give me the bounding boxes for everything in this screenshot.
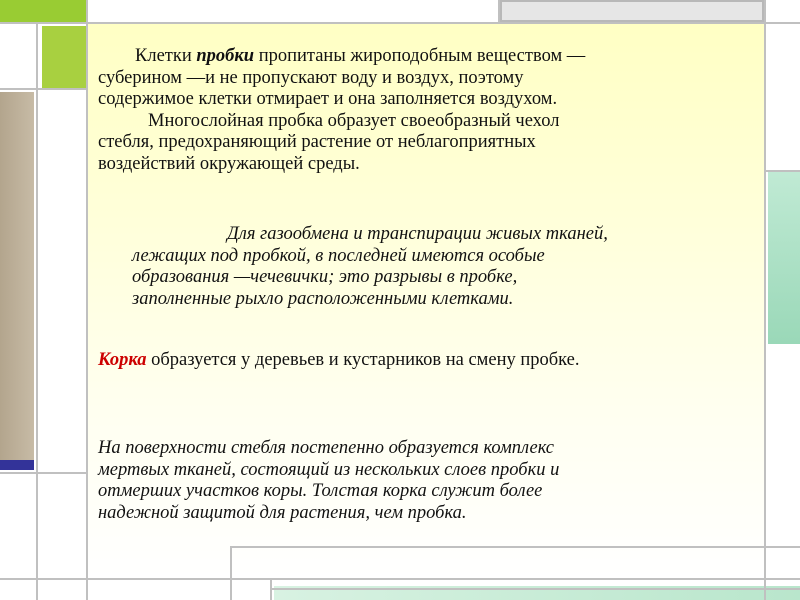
green-block-left	[42, 26, 86, 88]
divider-line	[0, 472, 88, 474]
divider-line	[270, 578, 272, 600]
text-line: лежащих под пробкой, в последней имеются особые	[132, 245, 545, 266]
tan-block-left	[0, 92, 34, 460]
divider-line	[230, 546, 800, 548]
text-line: образования —чечевички; это разрывы в пробке,	[132, 267, 518, 287]
divider-line	[86, 0, 88, 600]
divider-line	[498, 0, 500, 22]
paragraph-lenticels	[132, 224, 752, 310]
divider-line	[230, 546, 232, 600]
divider-line	[270, 588, 800, 590]
text-span: пропитаны жироподобным веществом —	[254, 46, 586, 66]
text-line: стебля, предохраняющий растение от неблагоприятных	[98, 132, 536, 152]
paragraph-bark	[98, 350, 748, 372]
mint-block-right	[768, 172, 800, 344]
text-line: Для газообмена и транспирации живых тканей,	[227, 224, 608, 244]
paragraph-stem-surface	[98, 438, 748, 524]
paragraph-cork-cells	[98, 46, 748, 175]
text-line: заполненные рыхло расположенными клетками.	[132, 288, 514, 309]
text-span: образуется у деревьев и кустарников на смену пробке.	[146, 350, 580, 370]
divider-line	[764, 0, 766, 600]
text-line: отмерших участков коры. Толстая корка служит более	[98, 481, 543, 501]
text-line	[98, 46, 748, 68]
divider-line	[36, 22, 38, 600]
text-line: содержимое клетки отмирает и она заполняется воздухом.	[98, 89, 558, 109]
divider-line	[764, 170, 800, 172]
green-block-top	[0, 0, 86, 22]
text-line: На поверхности стебля постепенно образуется комплекс	[98, 438, 554, 458]
gray-block-topright	[500, 0, 764, 22]
text-line: суберином —и не пропускают воду и воздух, поэтому	[98, 67, 524, 88]
emphasis-text: пробки	[196, 46, 255, 66]
divider-line	[0, 22, 800, 24]
text-span: Клетки	[135, 46, 197, 66]
text-line: мертвых тканей, состоящий из нескольких слоев пробки и	[98, 459, 560, 480]
navy-bar-left	[0, 460, 34, 470]
text-line: воздействий окружающей среды.	[98, 153, 360, 174]
text-line: Многослойная пробка образует своеобразный чехол	[148, 110, 560, 131]
divider-line	[0, 578, 800, 580]
text-line	[98, 350, 748, 372]
text-line: надежной защитой для растения, чем пробка.	[98, 502, 467, 523]
emphasis-text: Корка	[98, 350, 147, 370]
divider-line	[0, 88, 88, 90]
